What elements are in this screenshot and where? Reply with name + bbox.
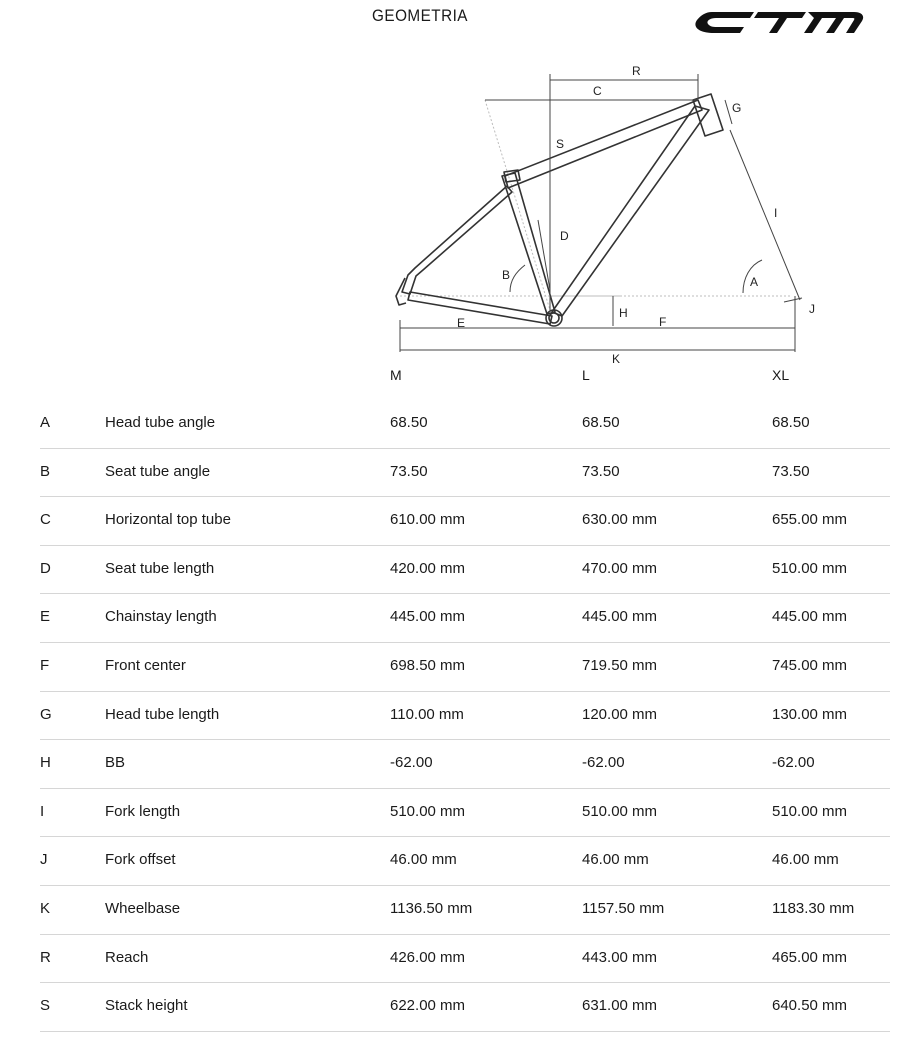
row-value-m: 73.50 [390, 462, 428, 480]
table-row [40, 642, 890, 692]
row-value-l: -62.00 [582, 754, 625, 772]
row-name: Fork offset [105, 851, 176, 869]
row-value-l: 443.00 mm [582, 948, 658, 966]
row-letter: H [40, 754, 51, 772]
row-value-l: 719.50 mm [582, 657, 658, 674]
row-value-l: 510.00 mm [582, 802, 658, 820]
label-s: S [556, 137, 565, 151]
row-value-m: 110.00 mm [390, 705, 464, 723]
row-value-xl: -62.00 [772, 754, 815, 772]
row-letter: S [40, 997, 51, 1015]
row-value-l: 46.00 mm [582, 851, 649, 869]
row-letter: A [40, 414, 51, 431]
row-name: Chainstay length [105, 608, 217, 626]
row-letter: F [40, 657, 50, 674]
table-row [40, 788, 890, 838]
row-name: Horizontal top tube [105, 511, 231, 529]
row-letter: J [40, 851, 48, 869]
row-letter: C [40, 511, 51, 529]
label-a: A [750, 275, 759, 289]
row-value-m: 426.00 mm [390, 948, 466, 966]
size-header-xl: XL [772, 367, 790, 383]
row-letter: D [40, 559, 51, 577]
row-value-xl: 1183.30 mm [772, 900, 855, 917]
table-row [40, 593, 890, 643]
row-value-m: 445.00 mm [390, 608, 466, 626]
table-row [40, 934, 890, 984]
row-value-m: 610.00 mm [390, 511, 466, 529]
row-value-l: 630.00 mm [582, 511, 658, 529]
row-letter: B [40, 462, 51, 480]
row-value-m: 420.00 mm [390, 559, 466, 577]
row-name: Seat tube angle [105, 462, 211, 480]
row-value-xl: 130.00 mm [772, 705, 848, 723]
row-value-m: 698.50 mm [390, 657, 466, 674]
label-k: K [612, 352, 621, 366]
ctm-logo [694, 8, 864, 36]
size-header-m: M [390, 367, 402, 383]
row-value-xl: 465.00 mm [772, 948, 848, 966]
table-row [40, 496, 890, 546]
label-e: E [457, 316, 466, 330]
label-g: G [732, 101, 742, 115]
row-value-xl: 655.00 mm [772, 511, 848, 529]
table-row [40, 836, 890, 886]
table-row [40, 691, 890, 741]
row-value-m: 622.00 mm [390, 997, 466, 1015]
row-letter: E [40, 608, 51, 626]
label-d: D [560, 229, 569, 243]
row-name: Head tube angle [105, 414, 216, 431]
row-name: Head tube length [105, 705, 220, 723]
row-value-l: 68.50 [582, 414, 620, 431]
size-header-l: L [582, 367, 590, 383]
label-f: F [659, 315, 667, 329]
row-value-m: 68.50 [390, 414, 428, 431]
table-row [40, 399, 890, 449]
row-name: Fork length [105, 802, 181, 820]
row-value-xl: 445.00 mm [772, 608, 848, 626]
row-value-l: 73.50 [582, 462, 620, 480]
table-row [40, 448, 890, 498]
label-h: H [619, 306, 628, 320]
row-name: Stack height [105, 997, 188, 1015]
table-row [40, 885, 890, 935]
row-letter: K [40, 900, 51, 917]
row-value-l: 470.00 mm [582, 559, 658, 577]
row-name: Wheelbase [105, 900, 181, 917]
page-title: GEOMETRIA [372, 6, 468, 25]
table-row [40, 982, 890, 1032]
row-value-l: 631.00 mm [582, 997, 658, 1015]
row-value-xl: 46.00 mm [772, 851, 839, 869]
label-c: C [593, 84, 602, 98]
table-row [40, 739, 890, 789]
row-value-m: -62.00 [390, 754, 433, 772]
row-name: Seat tube length [105, 559, 215, 577]
label-j: J [809, 302, 815, 316]
label-b: B [502, 268, 511, 282]
label-r: R [632, 64, 641, 78]
row-value-xl: 510.00 mm [772, 559, 848, 577]
row-letter: I [40, 802, 45, 820]
row-letter: R [40, 948, 51, 966]
row-value-xl: 510.00 mm [772, 802, 848, 820]
row-value-l: 120.00 mm [582, 705, 658, 723]
row-value-l: 1157.50 mm [582, 900, 665, 917]
row-value-xl: 68.50 [772, 414, 810, 431]
row-name: Reach [105, 948, 149, 966]
row-value-m: 1136.50 mm [390, 900, 473, 917]
row-value-xl: 73.50 [772, 462, 810, 480]
label-i: I [774, 206, 778, 220]
row-value-m: 46.00 mm [390, 851, 457, 869]
row-name: Front center [105, 657, 186, 674]
row-value-l: 445.00 mm [582, 608, 658, 626]
row-letter: G [40, 705, 52, 723]
bike-geometry-diagram [380, 60, 820, 370]
table-row [40, 545, 890, 595]
row-value-xl: 640.50 mm [772, 997, 848, 1015]
row-value-xl: 745.00 mm [772, 657, 848, 674]
row-name: BB [105, 754, 126, 772]
row-value-m: 510.00 mm [390, 802, 466, 820]
